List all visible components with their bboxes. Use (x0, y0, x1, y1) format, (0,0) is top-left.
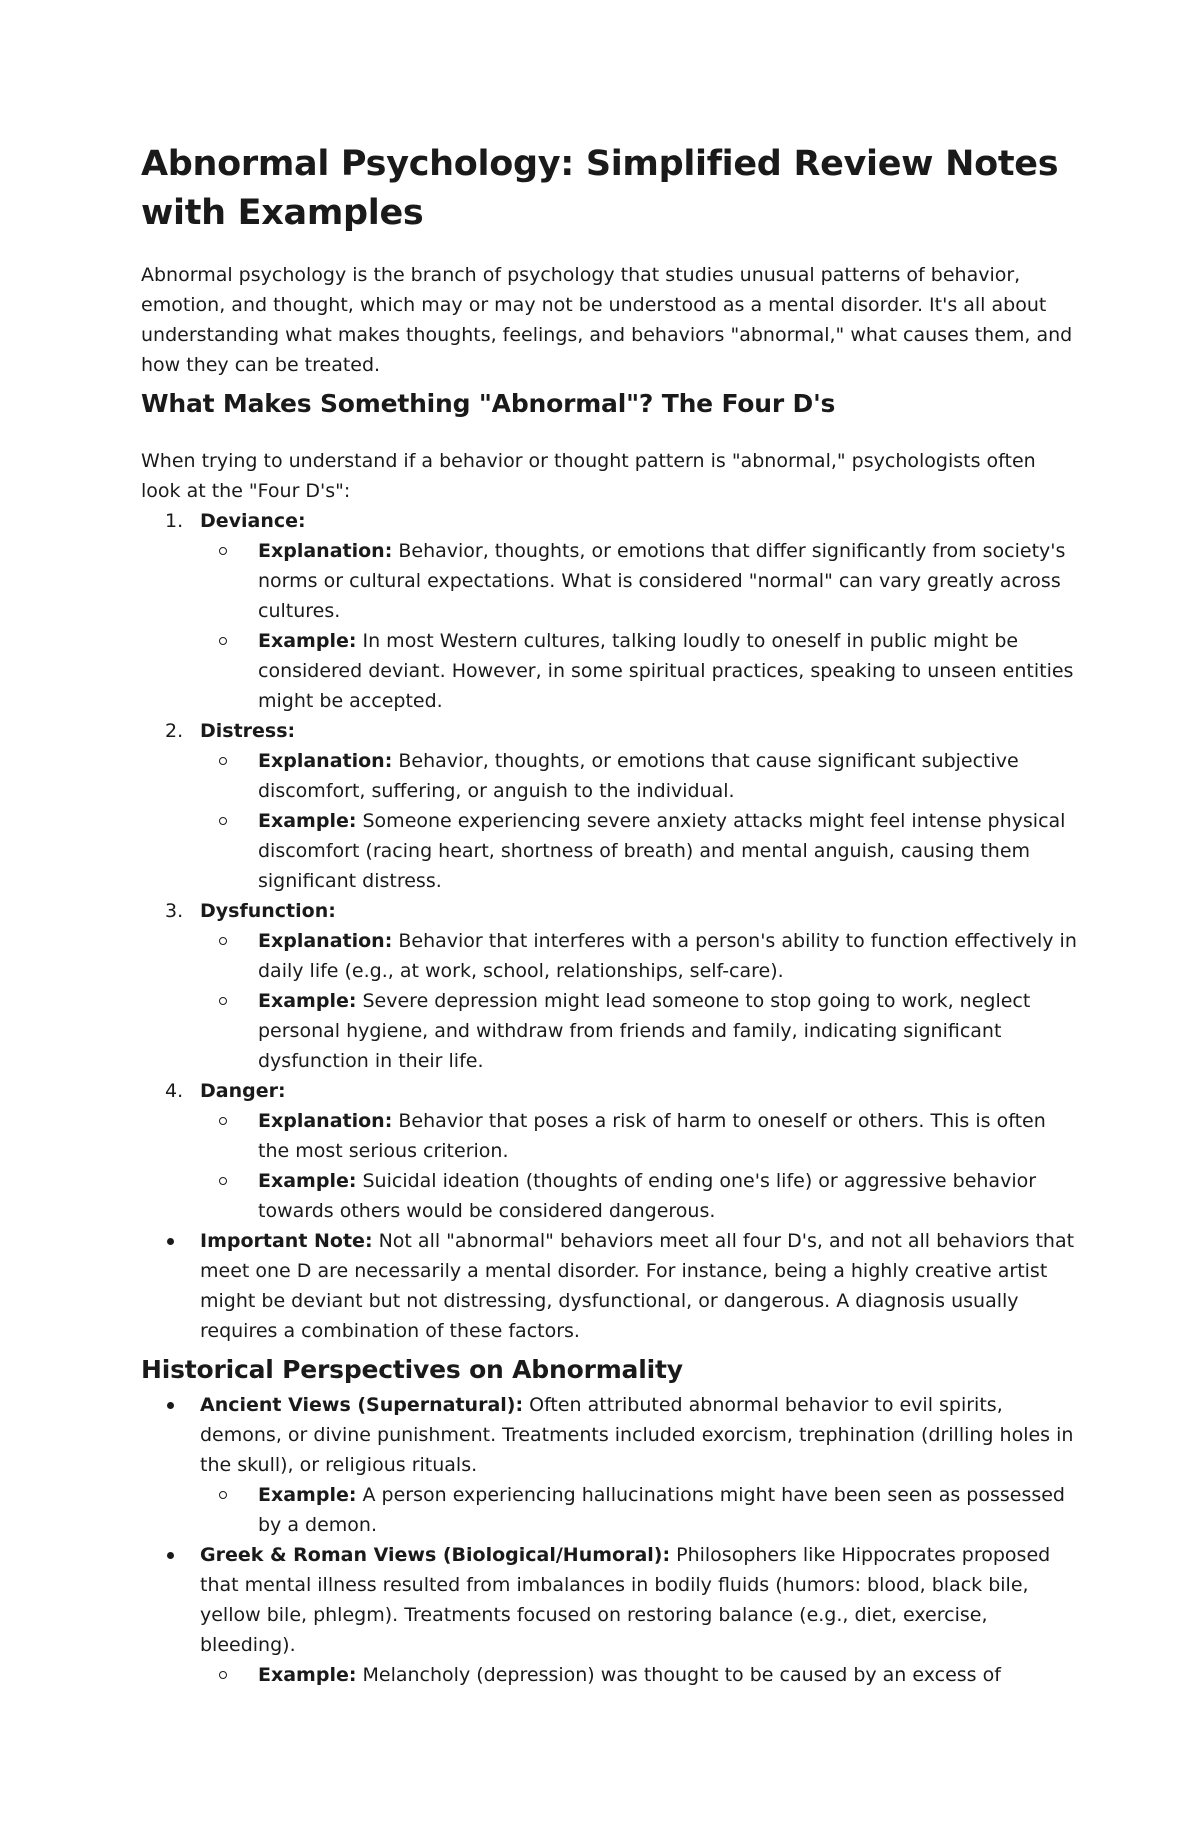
list-number: 1. (165, 510, 184, 532)
example-item (200, 986, 1081, 1076)
note-label: Important Note: (200, 1230, 373, 1252)
important-note-list (141, 1226, 1081, 1346)
sub-list (200, 926, 1081, 1076)
history-heading: Historical Perspectives on Abnormality (141, 1355, 683, 1384)
bullet-icon (167, 1402, 174, 1409)
hollow-bullet-icon (219, 937, 227, 945)
example-text: Severe depression might lead someone to stop going to work, neglect personal hygiene, and withdraw from friends and family, indicating significant dysfunction in their life. (258, 990, 1031, 1072)
sub-list (200, 1106, 1081, 1226)
list-number: 4. (165, 1080, 184, 1102)
document-page (141, 140, 1081, 1690)
hollow-bullet-icon (219, 547, 227, 555)
example-label: Example: (258, 630, 357, 652)
hollow-bullet-icon (219, 757, 227, 765)
example-item (200, 626, 1081, 716)
example-label: Example: (258, 1664, 357, 1686)
example-text: Someone experiencing severe anxiety attacks might feel intense physical discomfort (racing heart, shortness of breath) and mental anguish, causing them significant distress. (258, 810, 1066, 892)
history-item-greek-roman (141, 1540, 1081, 1690)
explanation-item (200, 1106, 1081, 1166)
item-label: Dysfunction: (200, 900, 336, 922)
sub-list (200, 1660, 1081, 1690)
example-item (200, 1660, 1081, 1690)
intro-paragraph: Abnormal psychology is the branch of psychology that studies unusual patterns of behavior, emotion, and thought, which may or may not be understood as a mental disorder. It's all about understanding what makes thoughts, feelings, and behaviors "abnormal," what causes them, and how they can be treated. (141, 264, 1073, 376)
bullet-icon (167, 1552, 174, 1559)
example-label: Example: (258, 990, 357, 1012)
history-item-ancient (141, 1390, 1081, 1540)
history-item-text: Philosophers like Hippocrates proposed that mental illness resulted from imbalances in bodily fluids (humors: blood, black bile, yellow bile, phlegm). Treatments focused on restoring balance (e.g., diet, exercise, bleeding). (200, 1544, 1051, 1656)
four-ds-item-dysfunction (141, 896, 1081, 1076)
hollow-bullet-icon (219, 1491, 227, 1499)
explanation-label: Explanation: (258, 540, 393, 562)
example-text: In most Western cultures, talking loudly to oneself in public might be considered deviant. However, in some spiritual practices, speaking to unseen entities might be accepted. (258, 630, 1074, 712)
example-item (200, 806, 1081, 896)
explanation-text: Behavior, thoughts, or emotions that cause significant subjective discomfort, suffering, or anguish to the individual. (258, 750, 1019, 802)
example-text: Melancholy (depression) was thought to be caused by an excess of (362, 1664, 1001, 1686)
page-title: Abnormal Psychology: Simplified Review Notes with Examples (141, 144, 1059, 233)
hollow-bullet-icon (219, 637, 227, 645)
sub-list (200, 536, 1081, 716)
four-ds-list (141, 506, 1081, 1226)
hollow-bullet-icon (219, 817, 227, 825)
explanation-item (200, 536, 1081, 626)
item-label: Danger: (200, 1080, 286, 1102)
four-ds-item-danger (141, 1076, 1081, 1226)
example-label: Example: (258, 810, 357, 832)
four-ds-item-deviance (141, 506, 1081, 716)
history-item-label: Ancient Views (Supernatural): (200, 1394, 524, 1416)
explanation-text: Behavior that poses a risk of harm to oneself or others. This is often the most serious criterion. (258, 1110, 1046, 1162)
explanation-label: Explanation: (258, 750, 393, 772)
explanation-item (200, 746, 1081, 806)
list-number: 2. (165, 720, 184, 742)
example-text: A person experiencing hallucinations might have been seen as possessed by a demon. (258, 1484, 1065, 1536)
note-text: Not all "abnormal" behaviors meet all four D's, and not all behaviors that meet one D are necessarily a mental disorder. For instance, being a highly creative artist might be deviant but not distressing, dysfunctional, or dangerous. A diagnosis usually requires a combination of these factors. (200, 1230, 1075, 1342)
example-text: Suicidal ideation (thoughts of ending one's life) or aggressive behavior towards others would be considered dangerous. (258, 1170, 1037, 1222)
example-label: Example: (258, 1170, 357, 1192)
hollow-bullet-icon (219, 997, 227, 1005)
four-ds-lead: When trying to understand if a behavior or thought pattern is "abnormal," psychologists often look at the "Four D's": (141, 450, 1036, 502)
history-item-label: Greek & Roman Views (Biological/Humoral): (200, 1544, 671, 1566)
example-label: Example: (258, 1484, 357, 1506)
list-number: 3. (165, 900, 184, 922)
bullet-icon (167, 1238, 174, 1245)
hollow-bullet-icon (219, 1177, 227, 1185)
explanation-text: Behavior, thoughts, or emotions that differ significantly from society's norms or cultural expectations. What is considered "normal" can vary greatly across cultures. (258, 540, 1066, 622)
four-ds-heading: What Makes Something "Abnormal"? The Four D's (141, 389, 836, 418)
sub-list (200, 746, 1081, 896)
example-item (200, 1166, 1081, 1226)
example-item (200, 1480, 1081, 1540)
four-ds-item-distress (141, 716, 1081, 896)
history-item-text: Often attributed abnormal behavior to evil spirits, demons, or divine punishment. Treatments included exorcism, trephination (drilling holes in the skull), or religious rituals. (200, 1394, 1074, 1476)
explanation-item (200, 926, 1081, 986)
item-label: Distress: (200, 720, 296, 742)
explanation-label: Explanation: (258, 930, 393, 952)
explanation-text: Behavior that interferes with a person's ability to function effectively in daily life (e.g., at work, school, relationships, self-care). (258, 930, 1077, 982)
item-label: Deviance: (200, 510, 306, 532)
explanation-label: Explanation: (258, 1110, 393, 1132)
hollow-bullet-icon (219, 1117, 227, 1125)
important-note (141, 1226, 1081, 1346)
hollow-bullet-icon (219, 1671, 227, 1679)
sub-list (200, 1480, 1081, 1540)
history-list (141, 1390, 1081, 1690)
